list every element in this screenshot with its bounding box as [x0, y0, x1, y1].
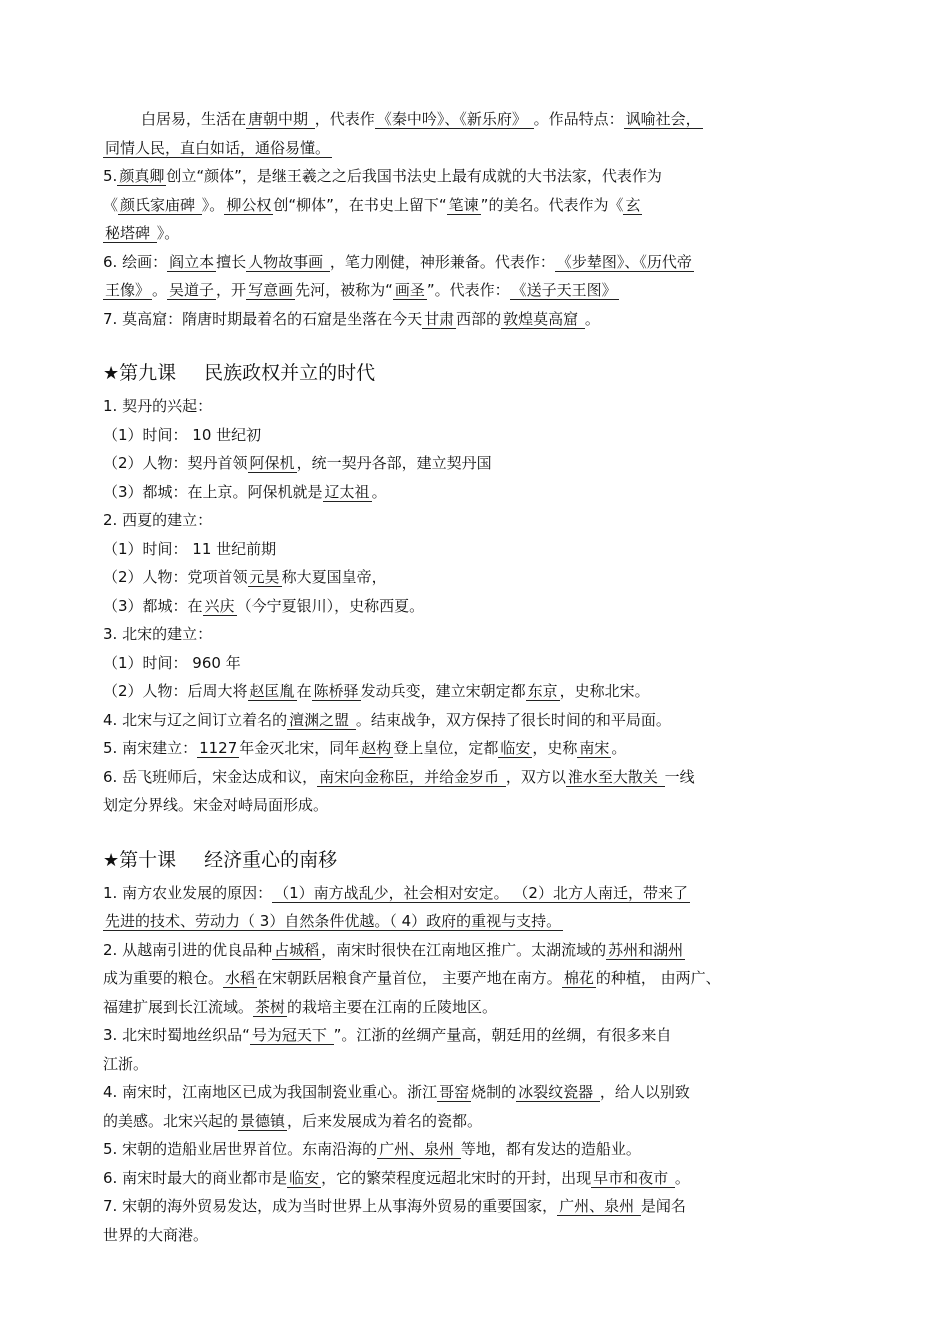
- text-line: [103, 1135, 848, 1164]
- text-run: 创立“颜体”，是继王羲之之后我国书法史上最有成就的大书法家，代表作为: [166, 167, 662, 185]
- text-run: ，后来发展成为着名的瓷都。: [287, 1111, 483, 1130]
- answer-blank: 甘肃: [424, 309, 455, 328]
- text-run: 。: [152, 281, 168, 299]
- answer-blank: 赵构: [361, 739, 392, 757]
- text-line: [103, 1078, 848, 1107]
- text-run: 。: [584, 309, 600, 328]
- text-run: ，开: [216, 281, 247, 299]
- answer-blank: 兴庆: [204, 596, 235, 615]
- answer-blank: 《送子天王图》: [511, 281, 617, 299]
- text-run: 在: [296, 682, 312, 700]
- text-run: 7. 莫高窟：隋唐时期最着名的石窟是坐落在今天: [103, 309, 423, 328]
- star-icon: ★: [103, 849, 120, 871]
- text-run: 5.: [103, 167, 118, 185]
- answer-blank: 南宋: [579, 739, 610, 757]
- lesson10-heading: [103, 844, 848, 877]
- answer-blank: 苏州和湖州: [608, 940, 684, 959]
- text-run: （2）人物：后周大将: [103, 682, 248, 700]
- text-run: 5. 南宋建立：: [103, 739, 198, 757]
- answer-blank: 笔谏: [448, 195, 479, 214]
- text-line: [103, 478, 848, 507]
- text-line: [103, 1107, 848, 1136]
- text-line: [103, 649, 848, 678]
- text-run: 《: [103, 195, 119, 214]
- text-run: 2. 从越南引进的优良品种: [103, 940, 273, 959]
- answer-blank: 阿保机: [249, 454, 295, 472]
- answer-blank: 临安: [500, 739, 531, 757]
- text-line: [103, 506, 848, 535]
- answer-blank: 陈桥驿: [313, 682, 359, 700]
- answer-blank: 棉花: [563, 969, 594, 987]
- text-run: 的美感。北宋兴起的: [103, 1111, 239, 1130]
- answer-blank: 唐朝中期: [248, 110, 313, 128]
- text-run: ，双方以: [505, 767, 566, 786]
- lesson9-body: [103, 392, 848, 820]
- text-line: [103, 993, 848, 1022]
- lesson-title: 经济重心的南移: [204, 848, 338, 871]
- text-run: 的种植， 由两广、: [595, 969, 721, 987]
- text-line: [103, 734, 848, 763]
- text-line: [103, 763, 848, 792]
- answer-blank: 临安: [289, 1168, 320, 1187]
- lesson10-section: [103, 844, 848, 1250]
- text-line: [103, 791, 848, 820]
- lesson-number: 第九课: [119, 362, 177, 384]
- text-run: 划定分界线。宋金对峙局面形成。: [103, 796, 329, 814]
- text-run: ，代表作: [314, 110, 375, 128]
- text-run: 等地，都有发达的造船业。: [460, 1140, 641, 1158]
- intro-section: [103, 105, 848, 333]
- answer-blank: 元昊: [249, 568, 280, 586]
- text-run: 福建扩展到长江流域。: [103, 997, 254, 1016]
- lesson9-section: [103, 357, 848, 820]
- answer-blank: 景德镇: [240, 1111, 286, 1130]
- text-run: ，南宋时很快在江南地区推广。太湖流域的: [321, 940, 607, 959]
- text-line: [103, 305, 848, 334]
- text-run: （3）都城：在上京。阿保机就是: [103, 482, 323, 501]
- text-line: [103, 620, 848, 649]
- answer-blank: 敦煌莫高窟: [503, 309, 583, 328]
- text-run: 先河，被称为“: [295, 281, 393, 299]
- text-run: 。作品特点：: [533, 110, 624, 128]
- text-run: 2. 西夏的建立：: [103, 511, 213, 529]
- text-run: （2）人物：契丹首领: [103, 454, 248, 472]
- text-run: 1. 南方农业发展的原因：: [103, 883, 273, 902]
- text-line: [103, 535, 848, 564]
- text-run: 擅长: [216, 252, 247, 271]
- text-run: 6. 南宋时最大的商业都市是: [103, 1168, 288, 1187]
- text-run: ，统一契丹各部，建立契丹国: [296, 454, 492, 472]
- answer-blank: 广州、泉州: [379, 1140, 459, 1158]
- text-run: 烧制的: [471, 1083, 517, 1101]
- text-run: （1）时间： 10 世纪初: [103, 425, 262, 444]
- text-run: 世界的大商港。: [103, 1225, 209, 1244]
- text-line: [103, 134, 848, 163]
- answer-blank: 玄: [625, 195, 641, 214]
- text-run: 6. 岳飞班师后，宋金达成和议，: [103, 767, 318, 786]
- answer-blank: 澶渊之盟: [289, 710, 354, 729]
- answer-blank: 柳公权: [226, 195, 272, 214]
- text-run: 在宋朝跃居粮食产量首位， 主要产地在南方。: [257, 969, 562, 987]
- answer-blank: 水稻: [225, 969, 256, 987]
- text-run: 。结束战争，双方保持了很长时间的和平局面。: [355, 710, 671, 729]
- text-run: 的栽培主要在江南的丘陵地区。: [287, 997, 498, 1016]
- text-run: 3. 北宋的建立：: [103, 625, 213, 643]
- answer-blank: 东京: [527, 682, 558, 700]
- lesson-number: 第十课: [119, 848, 177, 871]
- answer-blank: 1127: [199, 739, 238, 757]
- text-run: 称大夏国皇帝，: [281, 568, 387, 586]
- lesson9-heading: [103, 357, 848, 390]
- text-line: [103, 1192, 848, 1221]
- text-line: [103, 276, 848, 305]
- answer-blank: 秘塔碑: [105, 224, 155, 242]
- text-run: ，笔力刚健，神形兼备。代表作：: [329, 252, 555, 271]
- star-icon: ★: [103, 363, 120, 384]
- text-run: （3）都城：在: [103, 596, 203, 615]
- text-run: 年金灭北宋，同年: [239, 739, 360, 757]
- answer-blank: 《秦中吟》、《新乐府》: [376, 110, 532, 128]
- text-run: 1. 契丹的兴起：: [103, 397, 213, 415]
- answer-blank: （1）南方战乱少，社会相对安定。 （2）北方人南迁，带来了: [274, 883, 688, 902]
- text-run: 白居易，生活在: [141, 110, 247, 128]
- text-line: [103, 879, 848, 908]
- text-line: [103, 219, 848, 248]
- document-page: [103, 105, 848, 1249]
- answer-blank: 赵匡胤: [249, 682, 295, 700]
- text-run: 西部的: [456, 309, 502, 328]
- text-run: （2）人物：党项首领: [103, 568, 248, 586]
- answer-blank: 画圣: [394, 281, 425, 299]
- text-run: 3. 北宋时蜀地丝织品“: [103, 1026, 250, 1044]
- text-line: [103, 1021, 848, 1050]
- text-line: [103, 936, 848, 965]
- text-run: ”。江浙的丝绸产量高，朝廷用的丝绸，有很多来自: [333, 1026, 672, 1044]
- text-run: 创“柳体”，在书史上留下“: [273, 195, 447, 214]
- answer-blank: 《步辇图》、《历代帝: [556, 252, 692, 271]
- answer-blank: 号为冠天下: [251, 1026, 332, 1044]
- text-run: 发动兵变，建立宋朝定都: [360, 682, 526, 700]
- answer-blank: 王像》: [105, 281, 151, 299]
- text-line: [103, 191, 848, 220]
- text-line: [103, 105, 848, 134]
- text-run: 4. 北宋与辽之间订立着名的: [103, 710, 288, 729]
- answer-blank: 颜氏家庙碑: [120, 195, 200, 214]
- text-line: [103, 248, 848, 277]
- text-run: 江浙。: [103, 1054, 149, 1073]
- text-run: （1）时间： 960 年: [103, 653, 241, 672]
- answer-blank: 阎立本: [169, 252, 215, 271]
- section-gap: [103, 820, 848, 840]
- text-run: 登上皇位，定都: [393, 739, 499, 757]
- answer-blank: 人物故事画: [248, 252, 328, 271]
- answer-blank: 早市和夜市: [593, 1168, 673, 1187]
- section-gap: [103, 333, 848, 353]
- text-run: （1）时间： 11 世纪前期: [103, 539, 277, 558]
- text-run: 》。: [156, 224, 180, 242]
- answer-blank: 先进的技术、劳动力（ 3）自然条件优越。（ 4）政府的重视与支持。: [105, 912, 562, 930]
- text-run: 7. 宋朝的海外贸易发达，成为当时世界上从事海外贸易的重要国家，: [103, 1197, 558, 1215]
- text-line: [103, 964, 848, 993]
- text-run: ，史称北宋。: [559, 682, 650, 700]
- text-run: 成为重要的粮仓。: [103, 969, 224, 987]
- text-run: ，史称: [532, 739, 578, 757]
- text-run: 。: [371, 482, 387, 501]
- answer-blank: 哥窑: [439, 1083, 470, 1101]
- text-run: 6. 绘画：: [103, 252, 168, 271]
- answer-blank: 占城稻: [274, 940, 320, 959]
- answer-blank: 讽喻社会，: [625, 110, 701, 128]
- text-line: [103, 907, 848, 936]
- text-run: 。: [674, 1168, 690, 1187]
- text-line: [103, 1050, 848, 1079]
- answer-blank: 颜真卿: [119, 167, 165, 185]
- answer-blank: 广州、泉州: [559, 1197, 639, 1215]
- text-run: ”。代表作：: [426, 281, 510, 299]
- text-line: [103, 563, 848, 592]
- text-run: 一线: [664, 767, 695, 786]
- lesson10-body: [103, 879, 848, 1250]
- text-line: [103, 706, 848, 735]
- text-line: [103, 1221, 848, 1250]
- text-run: 5. 宋朝的造船业居世界首位。东南沿海的: [103, 1140, 378, 1158]
- text-line: [103, 162, 848, 191]
- text-line: [103, 592, 848, 621]
- text-line: [103, 421, 848, 450]
- answer-blank: 冰裂纹瓷器: [518, 1083, 598, 1101]
- answer-blank: 南宋向金称臣，并给金岁币: [319, 767, 504, 786]
- text-run: 是闻名: [640, 1197, 686, 1215]
- text-run: 》。: [201, 195, 225, 214]
- answer-blank: 茶树: [255, 997, 286, 1016]
- lesson-title: 民族政权并立的时代: [204, 362, 376, 384]
- answer-blank: 吴道子: [169, 281, 215, 299]
- answer-blank: 写意画: [248, 281, 294, 299]
- text-run: ，给人以别致: [599, 1083, 690, 1101]
- text-line: [103, 449, 848, 478]
- text-line: [103, 1164, 848, 1193]
- answer-blank: 同情人民，直白如话，通俗易懂。: [105, 138, 331, 157]
- text-line: [103, 677, 848, 706]
- answer-blank: 淮水至大散关: [567, 767, 663, 786]
- text-run: ，它的繁荣程度远超北宋时的开封，出现: [321, 1168, 592, 1187]
- text-run: ”的美名。代表作为《: [480, 195, 624, 214]
- text-run: 。: [611, 739, 627, 757]
- answer-blank: 辽太祖: [324, 482, 370, 501]
- text-run: （今宁夏银川），史称西夏。: [236, 596, 425, 615]
- text-line: [103, 392, 848, 421]
- text-run: 4. 南宋时，江南地区已成为我国制瓷业重心。浙江: [103, 1083, 438, 1101]
